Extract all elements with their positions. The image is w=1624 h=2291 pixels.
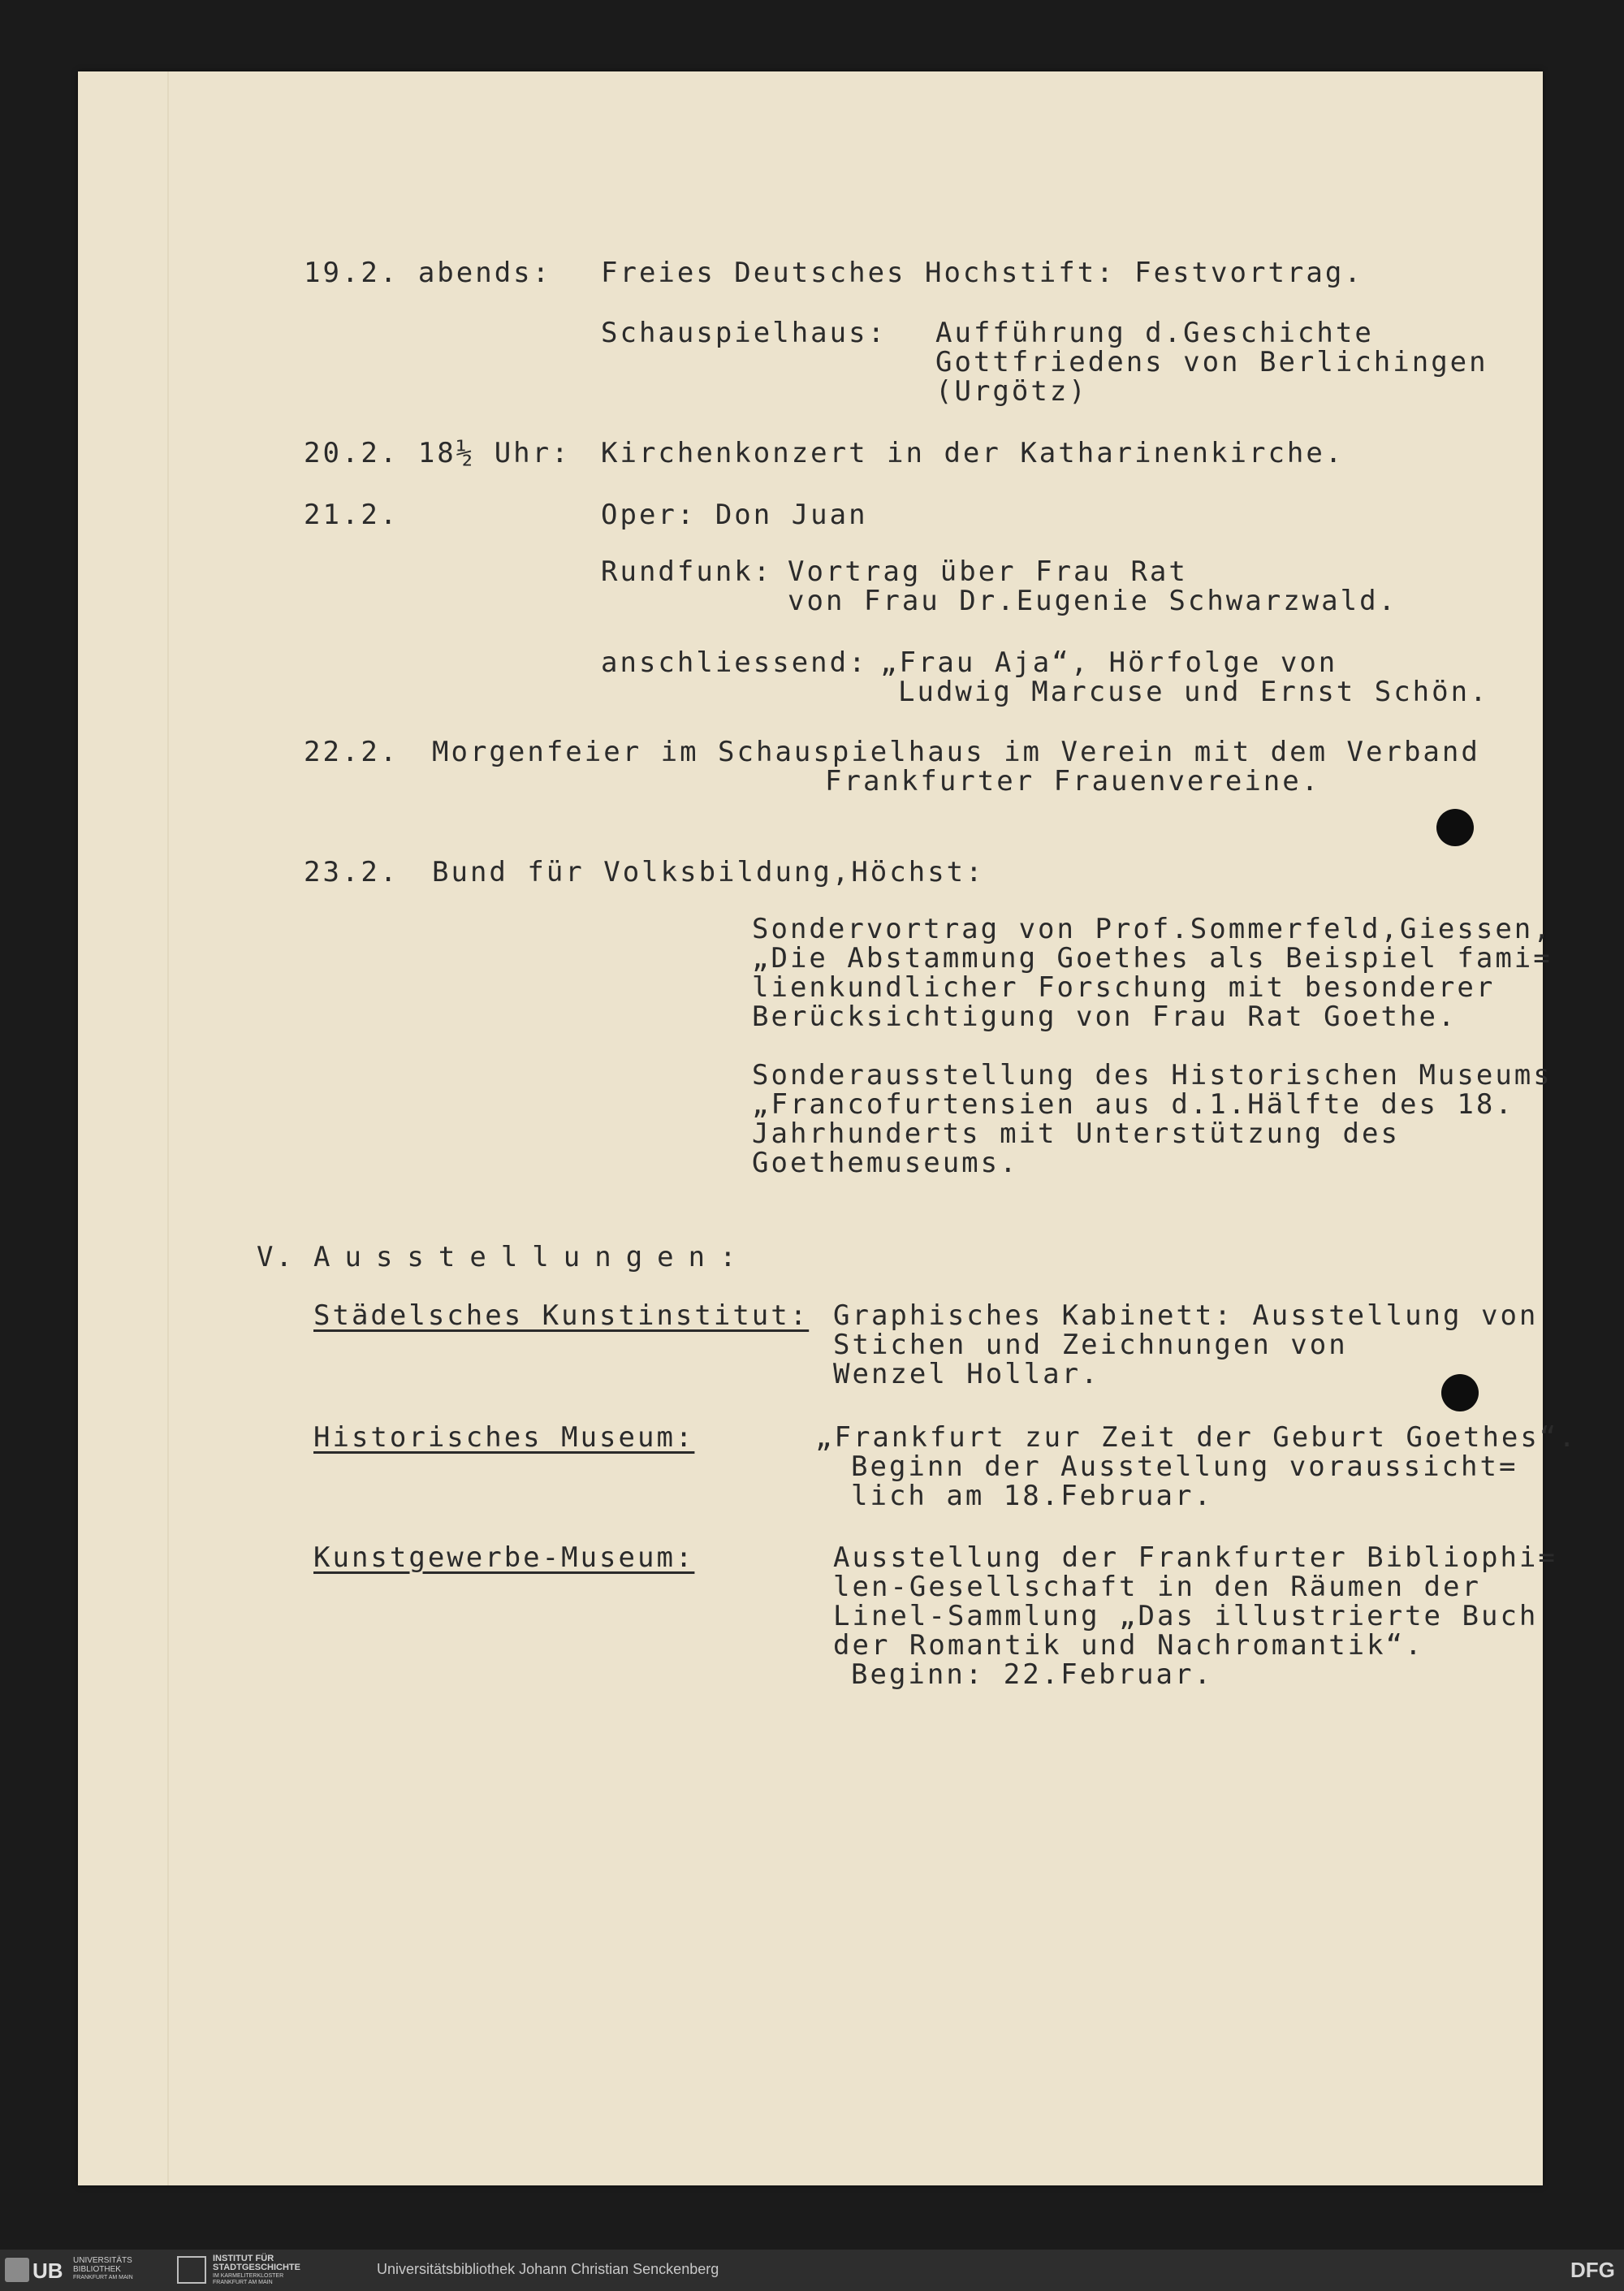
entry-line: Berücksichtigung von Frau Rat Goethe. [752,1001,1458,1033]
entry-date: 19.2. abends: [304,257,552,289]
exhibition-line: lich am 18.Februar. [851,1480,1213,1512]
entry-line: Aufführung d.Geschichte [935,317,1374,349]
footer-bar [0,2250,1624,2291]
exhibition-line: Beginn: 22.Februar. [851,1658,1213,1691]
entry-line: Sondervortrag von Prof.Sommerfeld,Giessen, [752,913,1553,945]
punch-hole [1441,1374,1479,1411]
section-title: Ausstellungen: [313,1241,751,1273]
entry-line: von Frau Dr.Eugenie Schwarzwald. [788,585,1398,617]
entry-text: Bund für Volksbildung,Höchst: [432,856,985,888]
entry-line: „Francofurtensien aus d.1.Hälfte des 18. [752,1088,1514,1121]
entry-venue: Schauspielhaus: [601,317,888,349]
entry-venue: Rundfunk: [601,555,773,588]
entry-venue: anschliessend: [601,646,868,679]
section-number: V. [257,1241,295,1273]
ub-logo: UB [32,2259,63,2283]
isg-line3: IM KARMELITERKLOSTER [213,2273,284,2279]
exhibition-venue: Kunstgewerbe-Museum: [313,1541,695,1574]
ub-line1: UNIVERSITÄTS [73,2256,132,2265]
entry-line: Morgenfeier im Schauspielhaus im Verein mit dem Verband [432,736,1480,768]
isg-line1: INSTITUT FÜR [213,2254,274,2263]
entry-line: Sonderausstellung des Historischen Museums [752,1059,1553,1091]
punch-hole [1436,809,1474,846]
entry-line: lienkundlicher Forschung mit besonderer [752,971,1496,1004]
footer-credit: Universitätsbibliothek Johann Christian Senckenberg [377,2261,719,2277]
document-page [78,71,1578,2185]
entry-line: Vortrag über Frau Rat [788,555,1188,588]
exhibition-line: Beginn der Ausstellung voraussicht= [851,1450,1518,1483]
ub-seal-icon [5,2258,29,2282]
entry-line: Ludwig Marcuse und Ernst Schön. [898,676,1489,708]
ub-line3: FRANKFURT AM MAIN [73,2275,133,2280]
exhibition-line: „Frankfurt zur Zeit der Geburt Goethes“. [815,1421,1578,1454]
exhibition-line: Ausstellung der Frankfurter Bibliophi= [833,1541,1557,1574]
isg-line2: STADTGESCHICHTE [213,2263,300,2272]
entry-line: Gottfriedens von Berlichingen [935,346,1488,378]
entry-text: Oper: Don Juan [601,499,868,531]
dfg-logo: DFG [1570,2258,1615,2282]
exhibition-venue: Städelsches Kunstinstitut: [313,1299,810,1332]
exhibition-line: Graphisches Kabinett: Ausstellung von [833,1299,1539,1332]
exhibition-line: Linel-Sammlung „Das illustrierte Buch [833,1600,1539,1632]
entry-line: Goethemuseums. [752,1147,1019,1179]
isg-logo-icon [177,2256,206,2284]
entry-date: 20.2. 18½ Uhr: [304,437,571,469]
entry-line: Frankfurter Frauenvereine. [825,765,1321,798]
entry-line: (Urgötz) [935,375,1088,408]
exhibition-line: len-Gesellschaft in den Räumen der [833,1571,1481,1603]
fold-line [167,71,169,2185]
entry-date: 23.2. [304,856,400,888]
entry-date: 21.2. [304,499,400,531]
entry-text: Kirchenkonzert in der Katharinenkirche. [601,437,1345,469]
ub-line2: BIBLIOTHEK [73,2265,121,2274]
isg-line4: FRANKFURT AM MAIN [213,2280,273,2285]
entry-line: Jahrhunderts mit Unterstützung des [752,1117,1400,1150]
entry-line: „Die Abstammung Goethes als Beispiel fami= [752,942,1553,975]
exhibition-venue: Historisches Museum: [313,1421,695,1454]
exhibition-line: Stichen und Zeichnungen von [833,1329,1348,1361]
exhibition-line: der Romantik und Nachromantik“. [833,1629,1424,1662]
entry-text: Freies Deutsches Hochstift: Festvortrag. [601,257,1363,289]
entry-date: 22.2. [304,736,400,768]
exhibition-line: Wenzel Hollar. [833,1358,1100,1390]
entry-line: „Frau Aja“, Hörfolge von [880,646,1338,679]
